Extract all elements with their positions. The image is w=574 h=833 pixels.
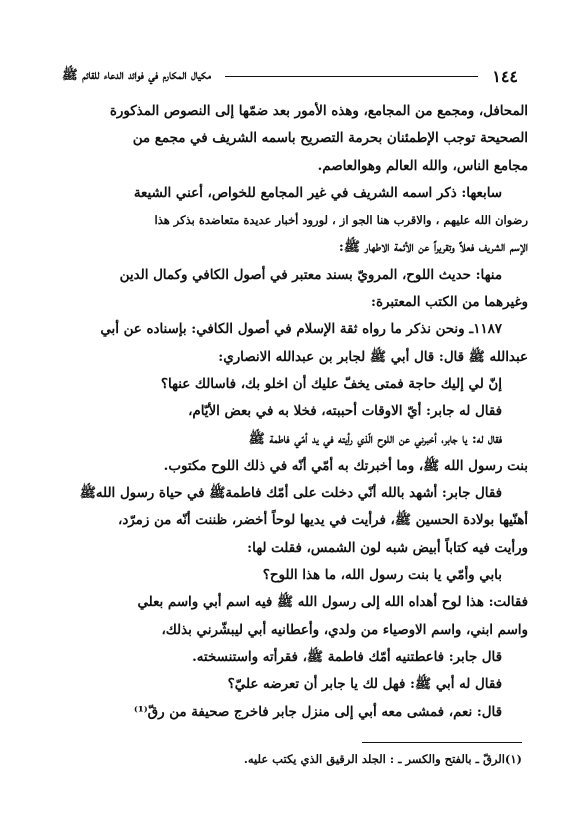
text-line: فقال له: يا جابر، أخبرني عن اللوح الّذي رأيته في يد أمّي فاطمة ﷺ <box>248 430 502 447</box>
text-line: المحافل، ومجمع من المجامع، وهذه الأمور بعد ضمّها إلى النصوص المذكورة <box>109 103 528 119</box>
text-line: أهنّيها بولادة الحسين ﷺ، فرأيت في يديها لوحاً أخضر، ظننت أنّه من زمرّد، <box>118 512 528 529</box>
text-line: فقال جابر: أشهد بالله أنّي دخلت على أمّك فاطمةﷺ في حياة رسول اللهﷺ <box>79 485 502 502</box>
text-line: ورأيت فيه كتاباً أبيض شبه لون الشمس، فقلت لها: <box>247 539 528 556</box>
text-line: بابي وأمّي يا بنت رسول الله، ما هذا اللوح؟ <box>262 567 502 584</box>
text-line: مجامع الناس، والله العالم وهوالعاصم. <box>317 157 528 174</box>
text-line: فقال له أبي ﷺ: فهل لك يا جابر أن تعرضه عليّ؟ <box>227 676 502 693</box>
text-line: عبدالله ﷺ قال: قال أبي ﷺ لجابر بن عبدالله الانصاري: <box>218 348 528 365</box>
footnote-divider <box>362 742 522 743</box>
text-line: قال جابر: فاعطتنيه أمّك فاطمة ﷺ، فقرأته واستنسخته. <box>192 648 502 665</box>
text-line: إنّ لي إليك حاجة فمتى يخفّ عليك أن اخلو بك، فاسالك عنها؟ <box>160 375 502 392</box>
text-line: فقالت: هذا لوح أهداه الله إلى رسول الله ﷺ فيه اسم أبي واسم بعلي <box>137 594 528 611</box>
text-line: فقال له جابر: أيّ الاوقات أحببته، فخلا به في بعض الأيّام، <box>188 403 502 420</box>
text-line: رضوان الله عليهم ، والاقرب هنا الجو از ، لورود أخبار عديدة متعاضدة بذكر هذا <box>154 213 528 228</box>
text-line: الصحيحة توجب الإطمئنان بحرمة التصريح باسمه الشريف في مجمع من <box>132 130 528 147</box>
text-line: بنت رسول الله ﷺ، وما أخبرتك به أمّي أنّه في ذلك اللوح مكتوب. <box>163 457 528 474</box>
text-line: وغيرهما من الكتب المعتبرة: <box>371 294 528 311</box>
header-rule <box>225 76 478 77</box>
running-title: مكيال المكارم في فوائد الدعاء للقائم ﷺ <box>62 68 212 83</box>
page-header <box>62 58 518 86</box>
text-line: منها: حديث اللوح، المرويّ بسند معتبر في أصول الكافي وكمال الدين <box>119 266 502 283</box>
text-line: سابعها: ذكر اسمه الشريف في غير المجامع للخواص، أعني الشيعة <box>133 184 502 201</box>
text-line: واسم ابني، واسم الاوصياء من ولدي، وأعطانيه أبي ليبشّرني بذلك، <box>161 621 528 638</box>
text-line: الإسم الشريف فعلاً وتقريراً عن الأئمة الاطهار ﷺ: <box>338 239 528 256</box>
text-line: قال: نعم، فمشى معه أبي إلى منزل جابر فاخرج صحيفة من رقّ⁽¹⁾ <box>133 703 502 720</box>
page-number: ١٤٤ <box>492 67 518 86</box>
footnote: (١)الرقّ ـ بالفتح والكسر ـ : الجلد الرقيق الذي يكتب عليه. <box>243 752 522 766</box>
body-text <box>52 98 528 726</box>
text-line: ١١٨٧ـ ونحن نذكر ما رواه ثقة الإسلام في أصول الكافي: بإسناده عن أبي <box>100 321 502 338</box>
